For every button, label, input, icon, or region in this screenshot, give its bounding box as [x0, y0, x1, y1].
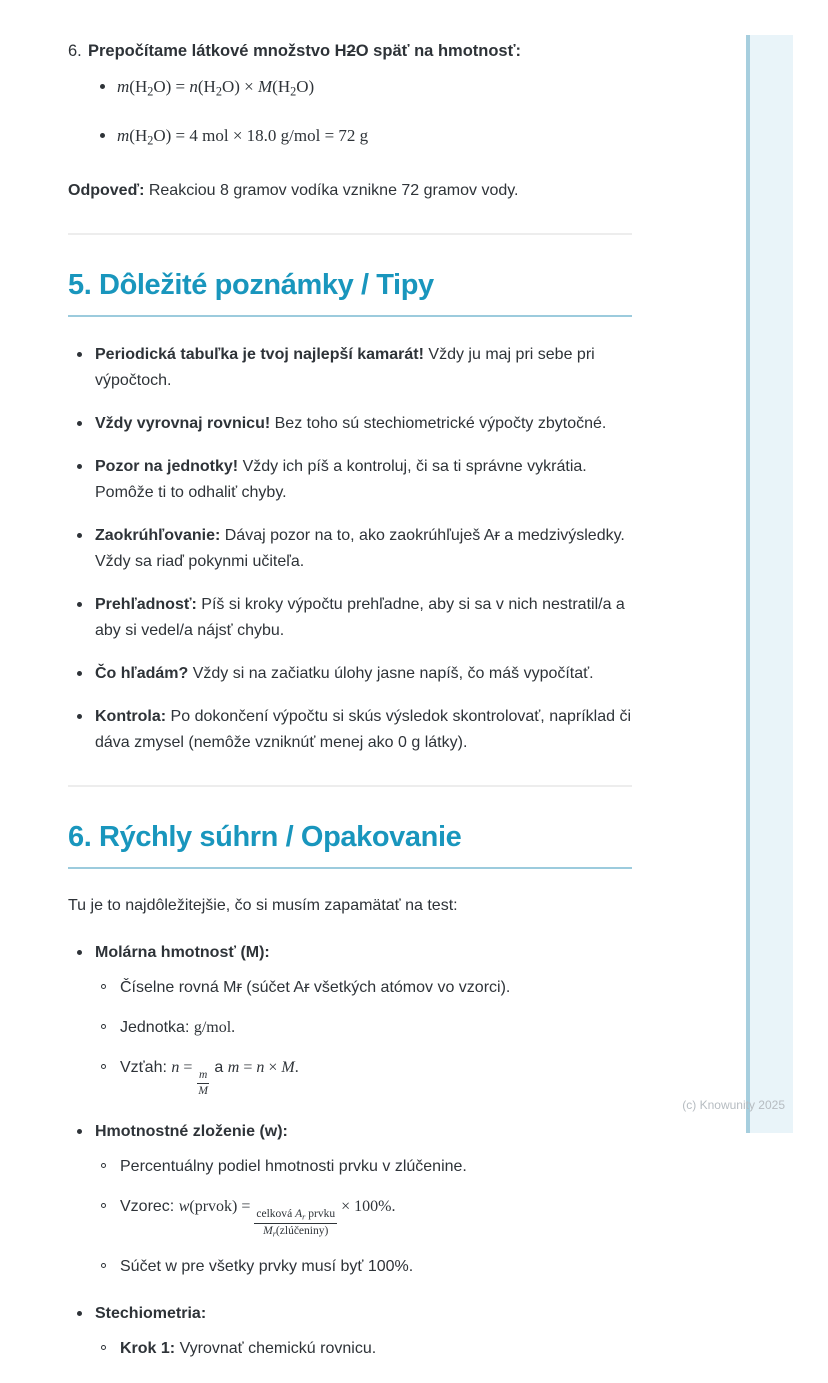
- tip-text: Prehľadnosť: Píš si kroky výpočtu prehľadne, aby si sa v nich nestratil/a a aby si vedel/a nájsť chybu.: [95, 595, 625, 639]
- summary-sub-list: [68, 1154, 632, 1280]
- bullet-dot-icon: [77, 714, 82, 719]
- summary-sub-item: [68, 1194, 632, 1240]
- summary-sub-item: [68, 1336, 632, 1362]
- bullet-dot-icon: [100, 133, 105, 138]
- sub-item-text: Vzorec: w(prvok) = $\frac{celková A_r prvku}{M_r(zlúčeniny)}$ × 100%.: [120, 1197, 396, 1239]
- summary-sub-item: [68, 1154, 632, 1180]
- bullet-dot-icon: [100, 84, 105, 89]
- sub-item-text: Súčet w pre všetky prvky musí byť 100%.: [120, 1257, 414, 1275]
- sub-item-text: Vzťah: n = $\frac{m}{M}$ a m = n × M.: [120, 1058, 299, 1097]
- tip-item: [68, 704, 632, 756]
- sub-item-text: Číselne rovná Mr (súčet Ar všetkých atómov vo vzorci).: [120, 978, 511, 996]
- tip-text: Pozor na jednotky! Vždy ich píš a kontroluj, či sa ti správne vykrátia. Pomôže ti to odhaliť chyby.: [95, 457, 587, 501]
- tip-item: [68, 661, 632, 687]
- bullet-dot-icon: [77, 464, 82, 469]
- formula-text: $m(H_2O) = n(H_2O) \times M(H_2O)$: [117, 77, 315, 99]
- tip-item: [68, 592, 632, 644]
- circle-bullet-icon: [101, 984, 106, 989]
- intro-text: Tu je to najdôležitejšie, čo si musím zapamätať na test:: [68, 896, 458, 914]
- numbered-step: [68, 38, 632, 64]
- tip-text: Zaokrúhľovanie: Dávaj pozor na to, ako zaokrúhľuješ Ar a medzivýsledky. Vždy sa riaď pokynmi učiteľa.: [95, 526, 625, 570]
- watermark: (c) Knowunity 2025: [682, 1098, 785, 1112]
- tips-list: [68, 342, 632, 756]
- step-number: 6.: [68, 42, 82, 60]
- page-edge-strip: [746, 35, 793, 1133]
- bullet-dot-icon: [77, 1311, 82, 1316]
- summary-sub-item: [68, 975, 632, 1001]
- tip-item: [68, 411, 632, 437]
- sub-item-text: Jednotka: g/mol.: [120, 1018, 236, 1036]
- tip-text: Kontrola: Po dokončení výpočtu si skús výsledok skontrolovať, napríklad či dáva zmysel (nemôže vzniknúť menej ako 0 g látky).: [95, 707, 632, 751]
- summary-group-heading: [68, 940, 632, 966]
- summary-sub-item: [68, 1015, 632, 1041]
- section-divider: [68, 233, 632, 235]
- tip-item: [68, 523, 632, 575]
- bullet-dot-icon: [77, 602, 82, 607]
- sub-item-text: Percentuálny podiel hmotnosti prvku v zlúčenine.: [120, 1157, 467, 1175]
- document-content: [68, 38, 632, 1383]
- summary-sub-list: [68, 975, 632, 1098]
- formula-item: [68, 74, 632, 104]
- section-divider: [68, 785, 632, 787]
- circle-bullet-icon: [101, 1024, 106, 1029]
- tip-text: Periodická tabuľka je tvoj najlepší kamarát! Vždy ju maj pri sebe pri výpočtoch.: [95, 345, 595, 389]
- tip-text: Vždy vyrovnaj rovnicu! Bez toho sú stechiometrické výpočty zbytočné.: [95, 414, 607, 432]
- tip-text: Čo hľadám? Vždy si na začiatku úlohy jasne napíš, čo máš vypočítať.: [95, 664, 594, 682]
- bullet-dot-icon: [77, 352, 82, 357]
- circle-bullet-icon: [101, 1064, 106, 1069]
- circle-bullet-icon: [101, 1345, 106, 1350]
- step-title: Prepočítame látkové množstvo H2O späť na hmotnosť:: [88, 42, 521, 60]
- tip-item: [68, 454, 632, 506]
- bullet-dot-icon: [77, 950, 82, 955]
- tip-item: [68, 342, 632, 394]
- summary-sub-list: [68, 1336, 632, 1362]
- bullet-dot-icon: [77, 1129, 82, 1134]
- summary-group-heading: [68, 1301, 632, 1327]
- bullet-dot-icon: [77, 533, 82, 538]
- section-5-heading: 5. Dôležité poznámky / Tipy: [68, 268, 632, 317]
- group-head-text: Hmotnostné zloženie (w):: [95, 1122, 288, 1140]
- circle-bullet-icon: [101, 1263, 106, 1268]
- bullet-dot-icon: [77, 671, 82, 676]
- bullet-dot-icon: [77, 421, 82, 426]
- formula-text: $m(H_2O) = 4$ mol × 18.0 g/mol = 72 g: [117, 126, 369, 148]
- sub-item-text: Krok 1: Vyrovnať chemickú rovnicu.: [120, 1339, 377, 1357]
- circle-bullet-icon: [101, 1163, 106, 1168]
- group-head-text: Stechiometria:: [95, 1304, 207, 1322]
- answer-line: Odpoveď: Reakciou 8 gramov vodíka vznikne 72 gramov vody.: [68, 181, 519, 199]
- summary-list: [68, 940, 632, 1362]
- formula-item: [68, 123, 632, 153]
- summary-sub-item: [68, 1254, 632, 1280]
- section-6-heading: 6. Rýchly súhrn / Opakovanie: [68, 820, 632, 869]
- summary-group-heading: [68, 1119, 632, 1145]
- group-head-text: Molárna hmotnosť (M):: [95, 943, 270, 961]
- circle-bullet-icon: [101, 1203, 106, 1208]
- formula-list: [68, 74, 632, 154]
- summary-sub-item: [68, 1055, 632, 1098]
